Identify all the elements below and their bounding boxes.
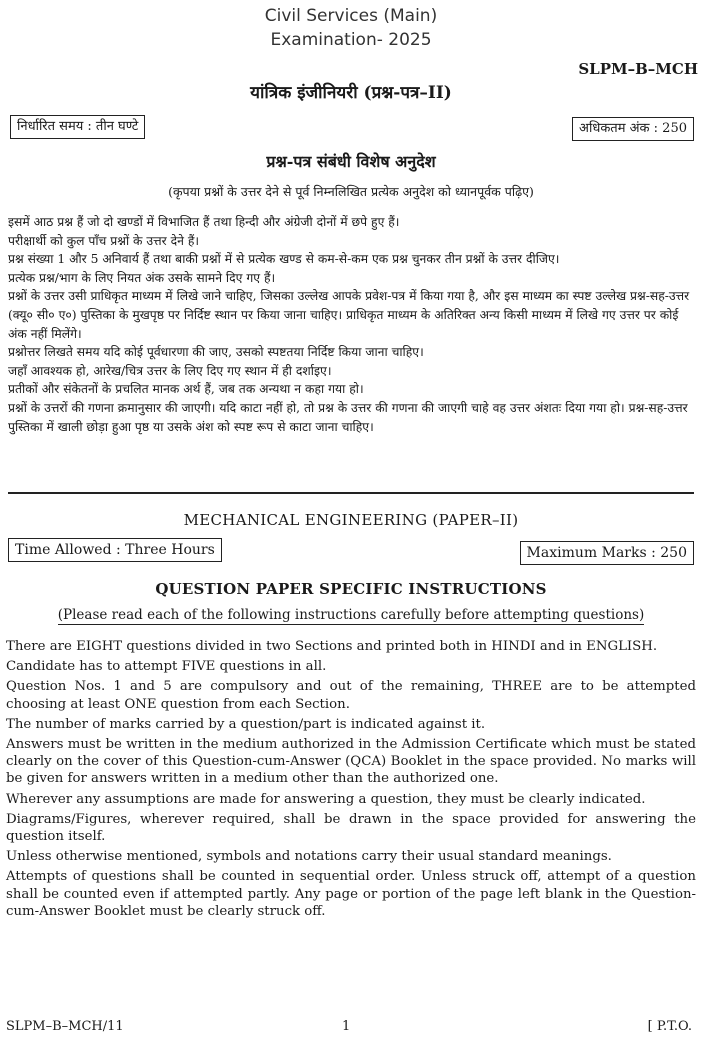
english-instructions-title: QUESTION PAPER SPECIFIC INSTRUCTIONS (155, 580, 547, 598)
english-paper-title: MECHANICAL ENGINEERING (PAPER–II) (183, 511, 519, 529)
english-marks-box: Maximum Marks : 250 (520, 541, 694, 565)
hindi-instructions-list (8, 213, 696, 436)
english-instructions-note-text: (Please read each of the following instructions carefully before attempting questions) (57, 607, 645, 623)
english-item: Candidate has to attempt FIVE questions in all. (6, 659, 327, 675)
hindi-item: प्रतीकों और संकेतनों के प्रचलित मानक अर्थ हैं, जब तक अन्यथा न कहा गया हो। (8, 382, 364, 397)
hindi-item: प्रत्येक प्रश्न/भाग के लिए नियत अंक उसके सामने दिए गए हैं। (8, 270, 276, 285)
english-item: Unless otherwise mentioned, symbols and notations carry their usual standard meanings. (6, 849, 612, 865)
hindi-item: प्रश्नों के उत्तर उसी प्राधिकृत माध्यम में लिखे जाने चाहिए, जिसका उल्लेख आपके प्रवेश-पत्र में किया गया है, और इस माध्यम का स्पष्ट उल्लेख प्रश्न-सह-उत्तर (क्यू० सी० ए०) पुस्तिका के मुखपृष्ठ पर निर्दिष्ट स्थान पर किया जाना चाहिए। प्राधिकृत माध्यम के अतिरिक्त अन्य किसी माध्यम में लिखे गए उत्तर पर कोई अंक नहीं मिलेंगे। (8, 289, 690, 341)
english-item: Attempts of questions shall be counted in sequential order. Unless struck off, attempt of a question shall be counted even if attempted partly. Any page or portion of the page left blank in the Question-cum-Answer Booklet must be clearly struck off. (6, 869, 696, 919)
header-exam-line1: Civil Services (Main) (264, 6, 438, 26)
footer-page-number: 1 (342, 1019, 351, 1034)
hindi-instructions-title: प्रश्न-पत्र संबंधी विशेष अनुदेश (266, 152, 436, 171)
footer-pto: [ P.T.O. (647, 1019, 692, 1034)
paper-code: SLPM–B–MCH (578, 60, 698, 78)
hindi-item: जहाँ आवश्यक हो, आरेख/चित्र उत्तर के लिए दिए गए स्थान में ही दर्शाइए। (8, 363, 332, 378)
hindi-item: प्रश्नों के उत्तरों की गणना क्रमानुसार की जाएगी। यदि काटा नहीं हो, तो प्रश्न के उत्तर की गणना की जाएगी चाहे वह उत्तर अंशतः दिया गया हो। प्रश्न-सह-उत्तर पुस्तिका में खाली छोड़ा हुआ पृष्ठ या उसके अंश को स्पष्ट रूप से काटा जाना चाहिए। (8, 400, 688, 434)
english-instructions-list (6, 638, 696, 923)
hindi-item: इसमें आठ प्रश्न हैं जो दो खण्डों में विभाजित हैं तथा हिन्दी और अंग्रेजी दोनों में छपे हुए हैं। (8, 215, 400, 229)
hindi-item: प्रश्नोत्तर लिखते समय यदि कोई पूर्वधारणा की जाए, उसको स्पष्टतया निर्दिष्ट किया जाना चाहिए। (8, 345, 424, 360)
section-divider (8, 492, 694, 494)
english-time-box: Time Allowed : Three Hours (8, 538, 222, 562)
english-item: Diagrams/Figures, wherever required, shall be drawn in the space provided for answering the question itself. (6, 811, 696, 845)
hindi-item: प्रश्न संख्या 1 और 5 अनिवार्य हैं तथा बाकी प्रश्नों में से प्रत्येक खण्ड से कम-से-कम एक प्रश्न चुनकर तीन प्रश्नों के उत्तर दीजिए। (8, 252, 560, 267)
english-instructions-note (0, 607, 702, 623)
english-item: There are EIGHT questions divided in two Sections and printed both in HINDI and in ENGLISH. (6, 639, 658, 654)
hindi-marks-box: अधिकतम अंक : 250 (572, 117, 694, 141)
footer-paper-code: SLPM–B–MCH/11 (6, 1019, 124, 1034)
hindi-instructions-note: (कृपया प्रश्नों के उत्तर देने से पूर्व निम्नलिखित प्रत्येक अनुदेश को ध्यानपूर्वक पढ़िए) (168, 184, 534, 199)
english-item: Wherever any assumptions are made for answering a question, they must be clearly indicated. (6, 791, 646, 807)
hindi-paper-title: यांत्रिक इंजीनियरी (प्रश्न-पत्र–II) (250, 83, 452, 103)
header-exam-line2: Examination- 2025 (270, 30, 432, 50)
english-item: Answers must be written in the medium authorized in the Admission Certificate which must be stated clearly on the cover of this Question-cum-Answer (QCA) Booklet in the space provided. No marks will be given for answers written in a medium other than the authorized one. (6, 737, 696, 787)
english-item: Question Nos. 1 and 5 are compulsory and out of the remaining, THREE are to be attempted choosing at least ONE question from each Section. (6, 679, 696, 712)
hindi-time-box: निर्धारित समय : तीन घण्टे (10, 115, 145, 139)
english-item: The number of marks carried by a question/part is indicated against it. (6, 716, 486, 732)
hindi-item: परीक्षार्थी को कुल पाँच प्रश्नों के उत्तर देने हैं। (8, 233, 200, 248)
